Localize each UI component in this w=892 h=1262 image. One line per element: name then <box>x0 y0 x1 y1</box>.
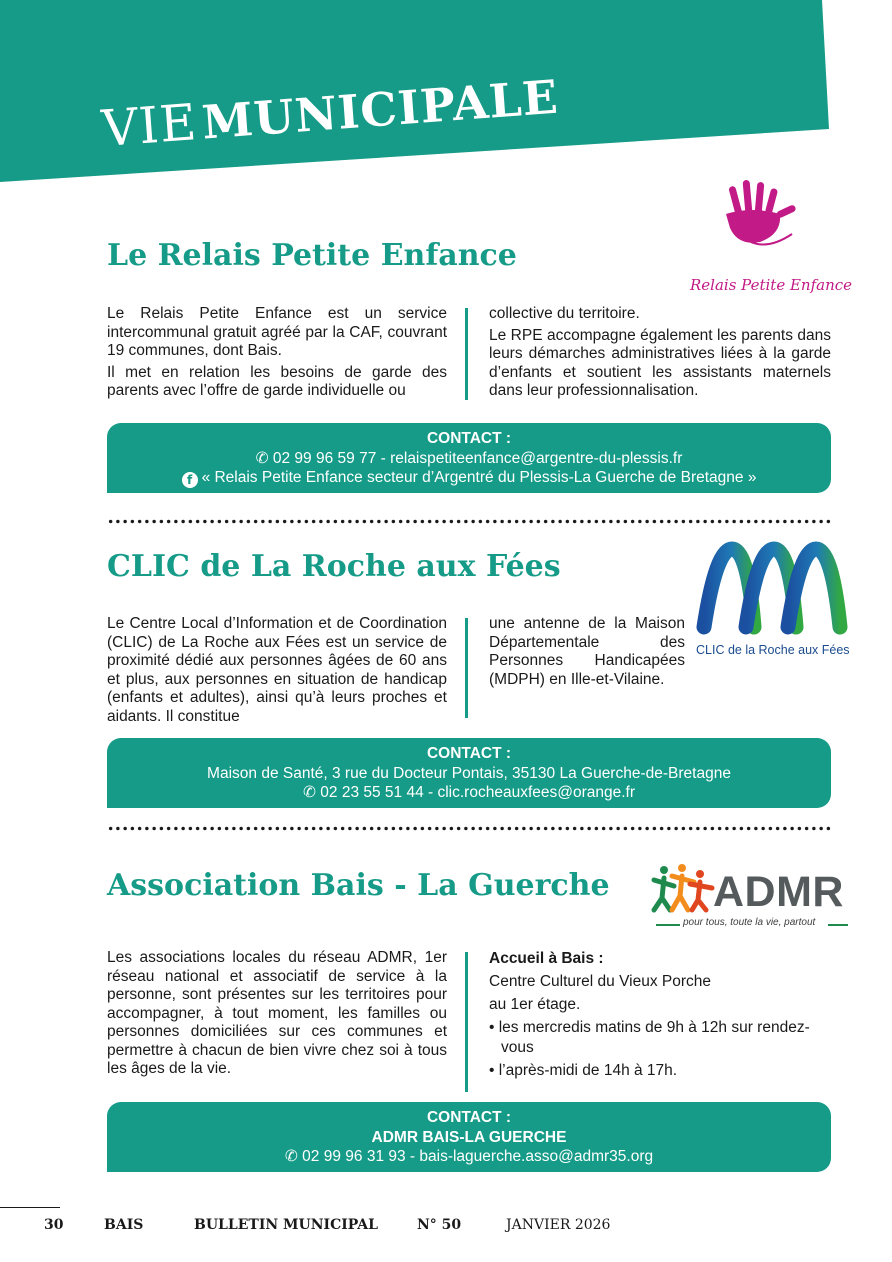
rpe-hands-logo <box>712 176 812 258</box>
footer-issue: N° 50 <box>417 1217 462 1233</box>
section-title-admr: Association Bais - La Guerche <box>107 868 610 903</box>
admr-left-column <box>107 949 447 1082</box>
accueil-bullet: • l’après-midi de 14h à 17h. <box>489 1062 678 1079</box>
accueil-heading: Accueil à Bais : <box>489 950 604 967</box>
clic-logo-text: CLIC de la Roche aux Fées <box>696 643 850 657</box>
column-divider <box>465 952 468 1092</box>
rpe-left-column <box>107 305 447 404</box>
clic-contact-phone-email[interactable]: ✆ 02 23 55 51 44 - clic.rocheauxfees@orange.fr <box>302 784 636 801</box>
footer-rule <box>0 1207 60 1208</box>
clic-contact-box <box>107 738 831 808</box>
footer-page-number: 30 <box>44 1217 64 1233</box>
clic-logo <box>686 535 862 641</box>
dotted-separator <box>107 826 831 831</box>
admr-logo-rule <box>828 924 848 926</box>
footer-date: JANVIER 2026 <box>506 1217 611 1233</box>
facebook-icon: f <box>182 472 198 488</box>
section-title-clic: CLIC de La Roche aux Fées <box>107 549 561 584</box>
rpe-paragraph: Il met en relation les besoins de garde des parents avec l’offre de garde individuelle ou <box>107 363 447 399</box>
admr-logo-text: ADMR <box>713 868 844 916</box>
clic-paragraph: Le Centre Local d’Information et de Coordination (CLIC) de La Roche aux Fées est un service de proximité dédié aux personnes âgées de 60 ans et plus, aux personnes en situation de handicap (enfants et adultes), ainsi qu’à leurs proches et aidants. Il constitue <box>107 615 447 725</box>
contact-heading: CONTACT : <box>426 1109 512 1126</box>
page-title-light: VIE <box>99 93 200 158</box>
contact-subheading: ADMR BAIS-LA GUERCHE <box>371 1128 567 1146</box>
section-title-rpe: Le Relais Petite Enfance <box>107 238 517 273</box>
rpe-logo-text: Relais Petite Enfance <box>690 276 853 294</box>
admr-contact-phone-email[interactable]: ✆ 02 99 96 31 93 - bais-laguerche.asso@admr35.org <box>284 1148 654 1165</box>
clic-right-column <box>489 615 685 692</box>
column-divider <box>465 308 468 400</box>
admr-people-logo <box>650 864 714 914</box>
rpe-contact-phone-email[interactable]: ✆ 02 99 96 59 77 - relaispetiteenfance@argentre-du-plessis.fr <box>255 449 683 467</box>
accueil-line: au 1er étage. <box>489 996 581 1013</box>
column-divider <box>465 618 468 718</box>
rpe-facebook-line[interactable] <box>107 468 831 488</box>
admr-logo-rule <box>656 924 680 926</box>
clic-contact-address: Maison de Santé, 3 rue du Docteur Pontais, 35130 La Guerche-de-Bretagne <box>207 764 731 782</box>
admr-right-column <box>489 949 831 1084</box>
clic-left-column <box>107 615 447 729</box>
dotted-separator <box>107 519 831 524</box>
contact-heading: CONTACT : <box>426 745 512 762</box>
admr-paragraph: Les associations locales du réseau ADMR, 1er réseau national et associatif de service à la personne, sont présentes sur les territoires pour accompagner, à tout moment, les familles ou personnes domiciliées sur ces communes et permettre à chacun de bien vivre chez soi à tous les âges de la vie. <box>107 949 447 1077</box>
rpe-contact-box <box>107 423 831 493</box>
footer-town: BAIS <box>104 1217 144 1233</box>
admr-contact-box <box>107 1102 831 1172</box>
rpe-paragraph: Le RPE accompagne également les parents dans leurs démarches administratives liées à la garde d’enfants et soutient les assistants maternels dans leur professionnalisation. <box>489 326 831 399</box>
admr-logo-tagline: pour tous, toute la vie, partout <box>683 917 816 928</box>
accueil-bullet: • les mercredis matins de 9h à 12h sur rendez-vous <box>489 1019 810 1056</box>
rpe-facebook-text[interactable]: « Relais Petite Enfance secteur d’Argentré du Plessis-La Guerche de Bretagne » <box>201 469 757 486</box>
rpe-right-column <box>489 305 831 404</box>
rpe-paragraph: collective du territoire. <box>489 305 640 322</box>
rpe-paragraph: Le Relais Petite Enfance est un service intercommunal gratuit agréé par la CAF, couvrant 19 communes, dont Bais. <box>107 305 447 359</box>
contact-heading: CONTACT : <box>426 430 512 447</box>
footer-publication: BULLETIN MUNICIPAL <box>194 1217 378 1233</box>
clic-paragraph: une antenne de la Maison Départementale des Personnes Handicapées (MDPH) en Ille-et-Vilaine. <box>489 615 685 688</box>
page-title-bold: MUNICIPALE <box>200 69 561 150</box>
accueil-line: Centre Culturel du Vieux Porche <box>489 973 712 990</box>
